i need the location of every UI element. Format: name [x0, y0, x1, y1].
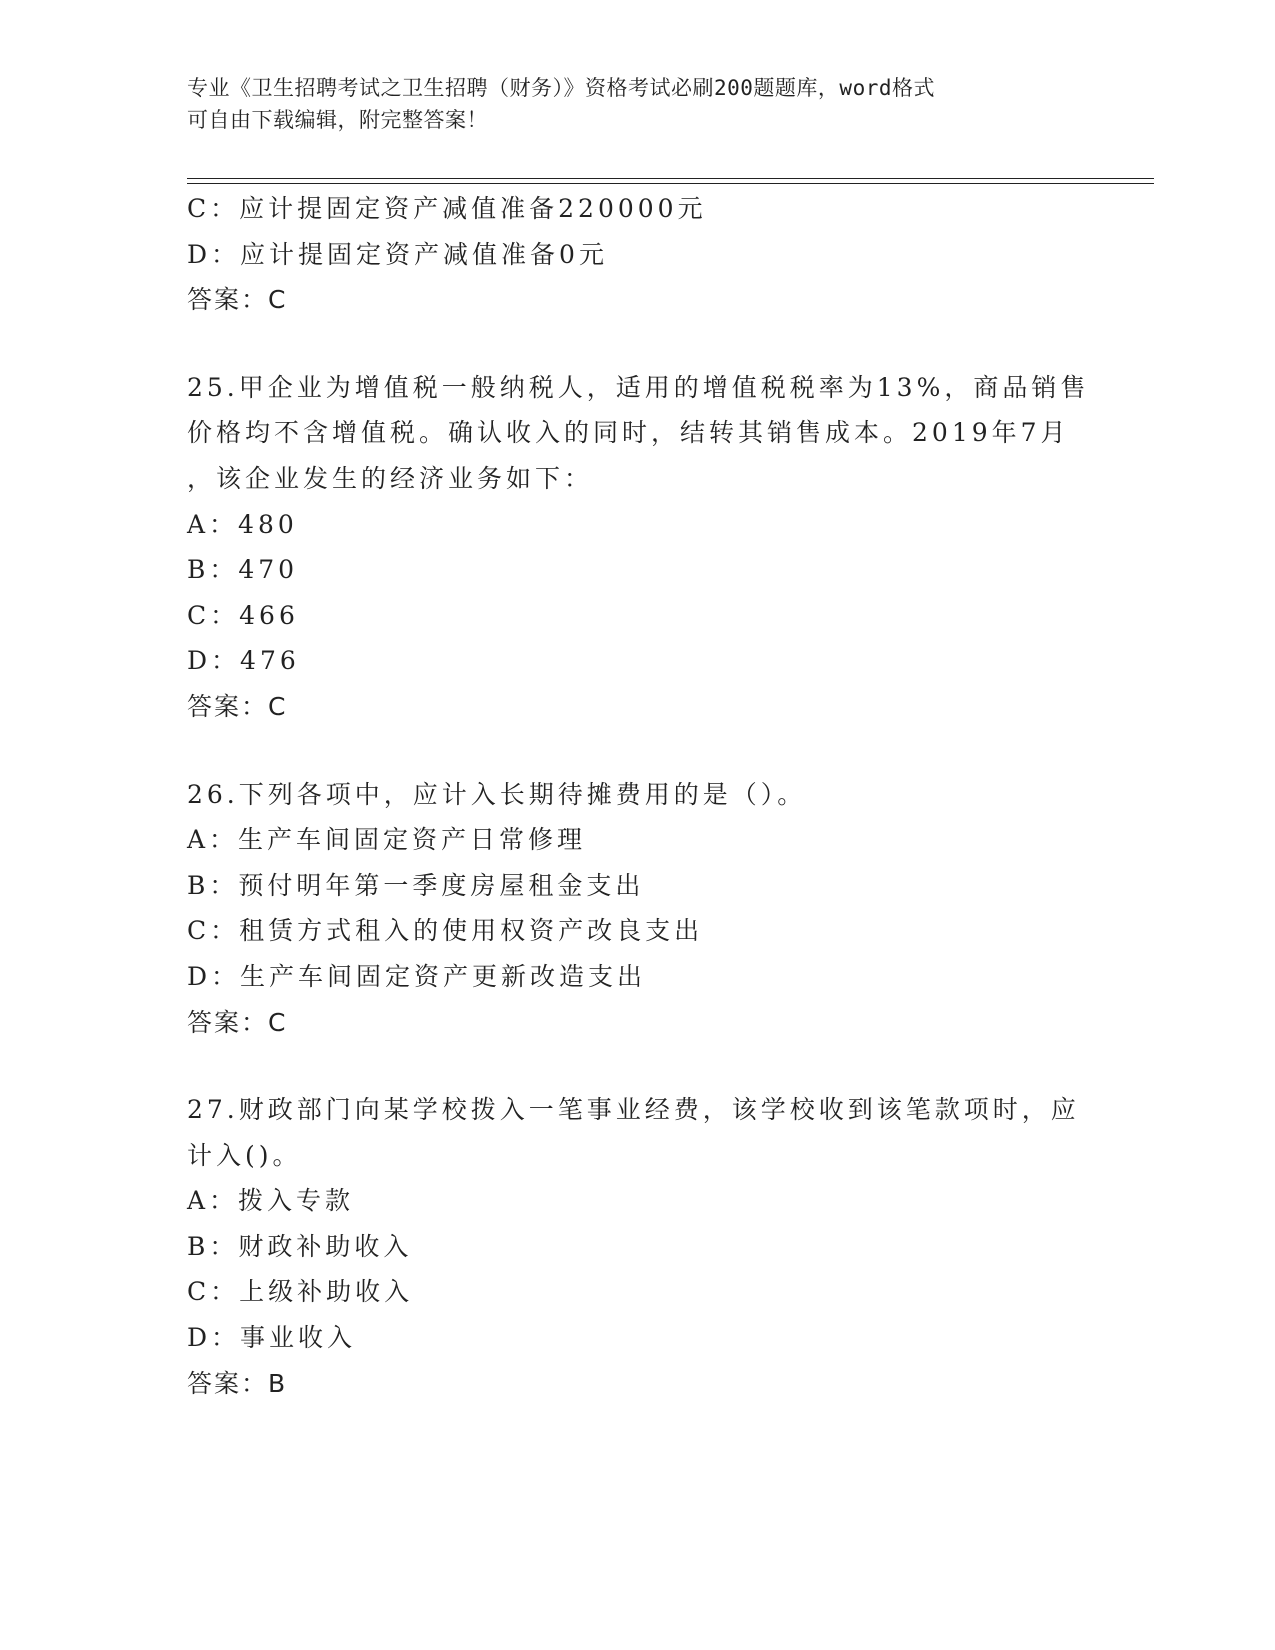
answer: 答案：C [187, 1007, 288, 1037]
answer: 答案：B [187, 1368, 288, 1398]
option-c: C：上级补助收入 [187, 1277, 414, 1307]
document-header [187, 72, 1067, 136]
option-c: C：466 [187, 600, 299, 630]
answer: 答案：C [187, 285, 288, 315]
question-stem-line: 26.下列各项中，应计入长期待摊费用的是（）。 [187, 779, 807, 809]
option-a: A：生产车间固定资产日常修理 [187, 825, 587, 855]
option-d: D：应计提固定资产减值准备0元 [187, 239, 608, 269]
question-stem-line: 25.甲企业为增值税一般纳税人，适用的增值税税率为13%，商品销售 [187, 372, 1090, 402]
spacer [187, 323, 1087, 365]
option-a: A：拨入专款 [187, 1186, 355, 1216]
option-d: D：生产车间固定资产更新改造支出 [187, 961, 647, 991]
option-b: B：预付明年第一季度房屋租金支出 [187, 870, 645, 900]
question-stem-line: 计入()。 [187, 1140, 302, 1170]
header-divider-top [187, 178, 1154, 179]
option-c: C：租赁方式租入的使用权资产改良支出 [187, 916, 704, 946]
spacer [187, 1045, 1087, 1087]
option-a: A：480 [187, 509, 298, 539]
question-stem-line: 价格均不含增值税。确认收入的同时，结转其销售成本。2019年7月 [187, 418, 1070, 448]
spacer [187, 730, 1087, 772]
header-line-1: 专业《卫生招聘考试之卫生招聘（财务）》资格考试必刷200题题库，word格式 [187, 76, 935, 100]
question-content [187, 186, 1090, 1406]
question-stem-line: ，该企业发生的经济业务如下： [187, 463, 594, 493]
option-d: D：476 [187, 646, 300, 676]
question-26 [187, 772, 1087, 1046]
question-25 [187, 365, 1090, 730]
answer: 答案：C [187, 691, 288, 721]
option-c: C：应计提固定资产减值准备220000元 [187, 194, 707, 223]
option-d: D：事业收入 [187, 1323, 357, 1353]
question-24-tail [187, 186, 1087, 323]
option-b: B：财政补助收入 [187, 1231, 413, 1261]
header-line-2: 可自由下载编辑，附完整答案！ [187, 108, 488, 132]
header-divider-bottom [187, 183, 1154, 184]
option-b: B：470 [187, 555, 299, 585]
question-27 [187, 1087, 1087, 1406]
question-stem-line: 27.财政部门向某学校拨入一笔事业经费，该学校收到该笔款项时，应 [187, 1095, 1080, 1125]
